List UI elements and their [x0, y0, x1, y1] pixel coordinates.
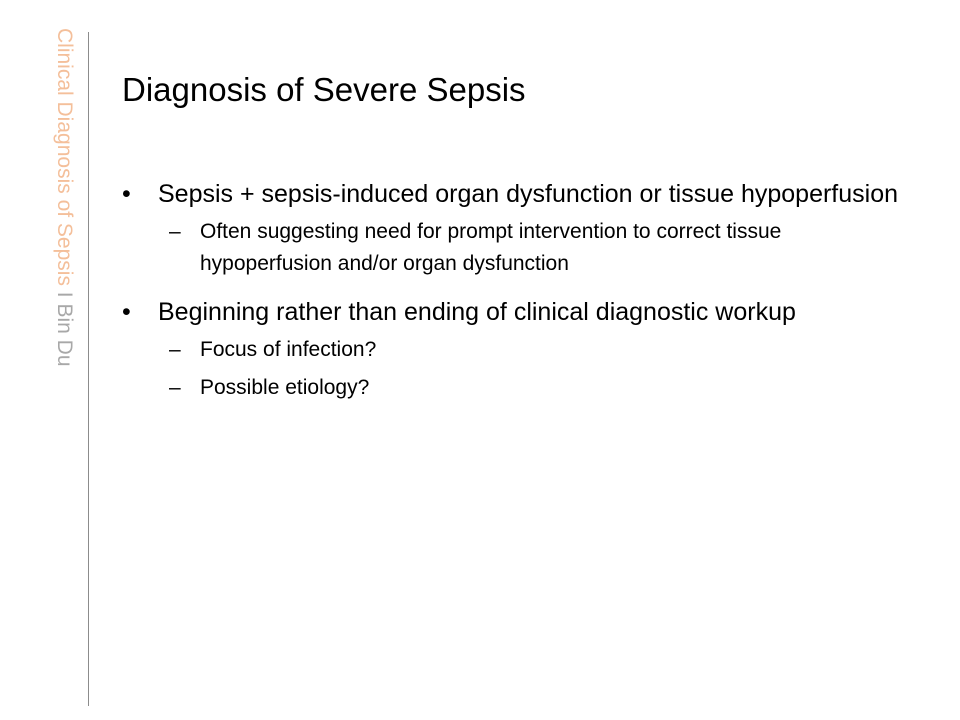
slide-title: Diagnosis of Severe Sepsis — [122, 71, 526, 108]
bullet-text: Beginning rather than ending of clinical diagnostic workup — [158, 298, 796, 326]
bullet-marker: • — [122, 180, 131, 208]
sub-bullet-marker: – — [169, 338, 181, 361]
vertical-divider — [88, 32, 89, 706]
sub-bullet-marker: – — [169, 376, 181, 399]
sub-bullet-marker: – — [169, 220, 181, 243]
sub-bullet-text: Often suggesting need for prompt intervention to correct tissue hypoperfusion and/or organ dysfunction — [200, 220, 782, 275]
bullet-marker: • — [122, 298, 131, 326]
sub-bullet-item — [122, 334, 902, 366]
bullet-text: Sepsis + sepsis-induced organ dysfunction or tissue hypoperfusion — [158, 180, 899, 208]
sidebar-separator: I — [53, 285, 76, 304]
sub-bullet-text: Possible etiology? — [200, 376, 370, 399]
sidebar-title — [52, 28, 76, 367]
sidebar-author: Bin Du — [53, 303, 76, 367]
slide-content — [122, 176, 902, 410]
sub-bullet-text: Focus of infection? — [200, 338, 377, 361]
sub-bullet-item — [122, 216, 902, 280]
bullet-item — [122, 176, 902, 212]
sidebar-course-title: Clinical Diagnosis of Sepsis — [53, 28, 76, 286]
bullet-item — [122, 294, 902, 330]
sub-bullet-item — [122, 372, 902, 404]
